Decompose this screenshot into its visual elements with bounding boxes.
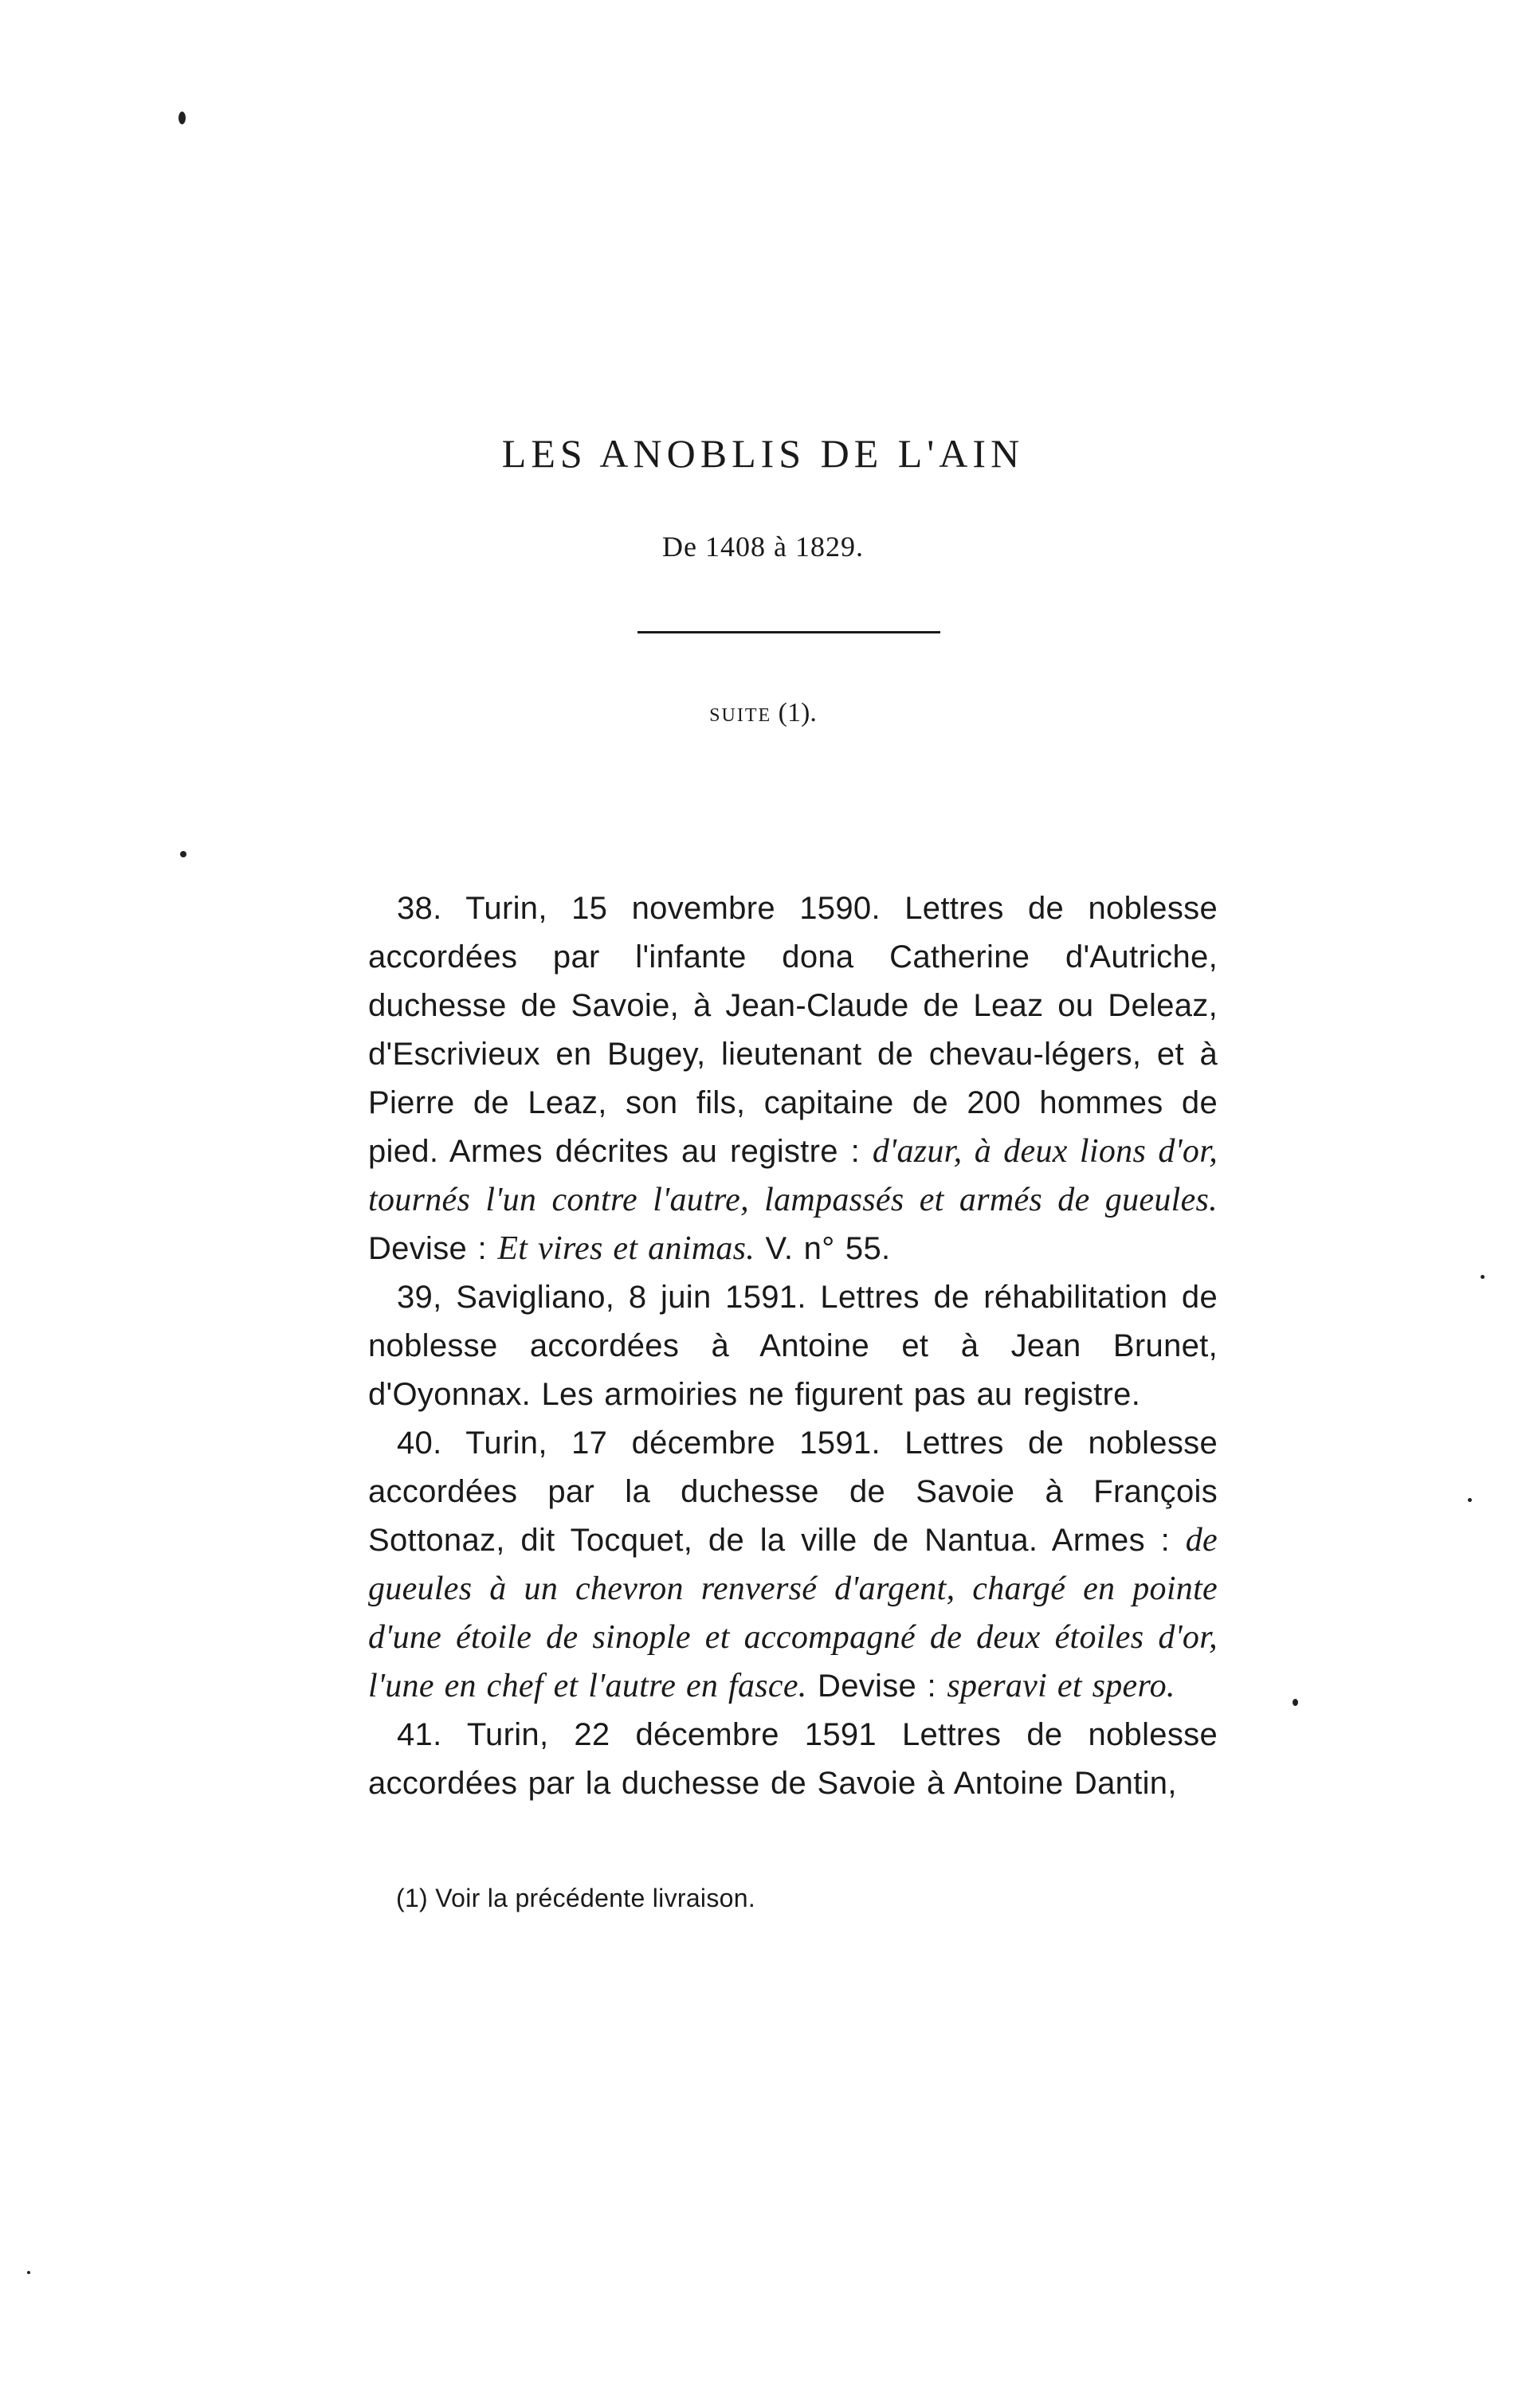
- date-range-subtitle: De 1408 à 1829.: [662, 531, 864, 563]
- entry-text: Savigliano, 8 juin 1591. Lettres de réhabilitation de noblesse accordées à Antoine et à Jean Brunet, d'Oyonnax. Les armoiries ne figurent pas au registre.: [368, 1280, 1218, 1412]
- page-title: LES ANOBLIS DE L'AIN: [501, 431, 1025, 476]
- scan-speck: [178, 112, 186, 124]
- scan-speck: [1293, 1699, 1298, 1706]
- footnote-marker: (1): [396, 1884, 429, 1912]
- entry-motto: Et vires et animas.: [497, 1230, 755, 1267]
- suite-word: suite: [709, 698, 772, 727]
- entry-text: Devise :: [368, 1231, 487, 1266]
- entry-text: Turin, 15 novembre 1590. Lettres de noblesse accordées par l'infante dona Catherine d'Autriche, duchesse de Savoie, à Jean-Claude de Leaz ou Deleaz, d'Escrivieux en Bugey, lieutenant de chevau-légers, et à Pierre de Leaz, son fils, capitaine de 200 hommes de pied. Armes décrites au registre :: [368, 891, 1218, 1169]
- entry-40: [368, 1419, 1218, 1711]
- footnote: [396, 1884, 1193, 1913]
- entry-38: [368, 884, 1218, 1273]
- entry-text: Turin, 17 décembre 1591. Lettres de noblesse accordées par la duchesse de Savoie à François Sottonaz, dit Tocquet, de la ville de Nantua. Armes :: [368, 1426, 1218, 1558]
- entry-motto: speravi et spero.: [947, 1668, 1175, 1704]
- scan-speck: [1481, 1275, 1485, 1279]
- entry-blazon: de gueules à un chevron renversé d'argent, chargé en pointe d'une étoile de sinople et accompagné de deux étoiles d'or, l'une en chef et l'autre en fasce.: [368, 1522, 1218, 1704]
- entry-cross-reference: V. n° 55.: [765, 1231, 891, 1266]
- entry-number: 41.: [397, 1717, 442, 1752]
- entry-41: [368, 1711, 1218, 1808]
- suite-footnote-ref: (1).: [778, 698, 817, 727]
- scan-speck: [180, 851, 186, 857]
- entry-number: 38.: [397, 891, 442, 926]
- scan-speck: [27, 2271, 30, 2274]
- footnote-text: Voir la précédente livraison.: [435, 1884, 756, 1912]
- title-divider: [637, 631, 940, 633]
- suite-label: [0, 698, 1526, 728]
- entry-number: 40.: [397, 1426, 442, 1461]
- entry-text: Devise :: [818, 1669, 936, 1704]
- entry-number: 39,: [397, 1280, 442, 1315]
- entry-39: [368, 1273, 1218, 1419]
- entries-body: [368, 884, 1218, 1808]
- entry-blazon: d'azur, à deux lions d'or, tournés l'un contre l'autre, lampassés et armés de gueules.: [368, 1133, 1218, 1218]
- entry-text: Turin, 22 décembre 1591 Lettres de noblesse accordées par la duchesse de Savoie à Antoine Dantin,: [368, 1717, 1218, 1801]
- scan-speck: [1468, 1498, 1472, 1502]
